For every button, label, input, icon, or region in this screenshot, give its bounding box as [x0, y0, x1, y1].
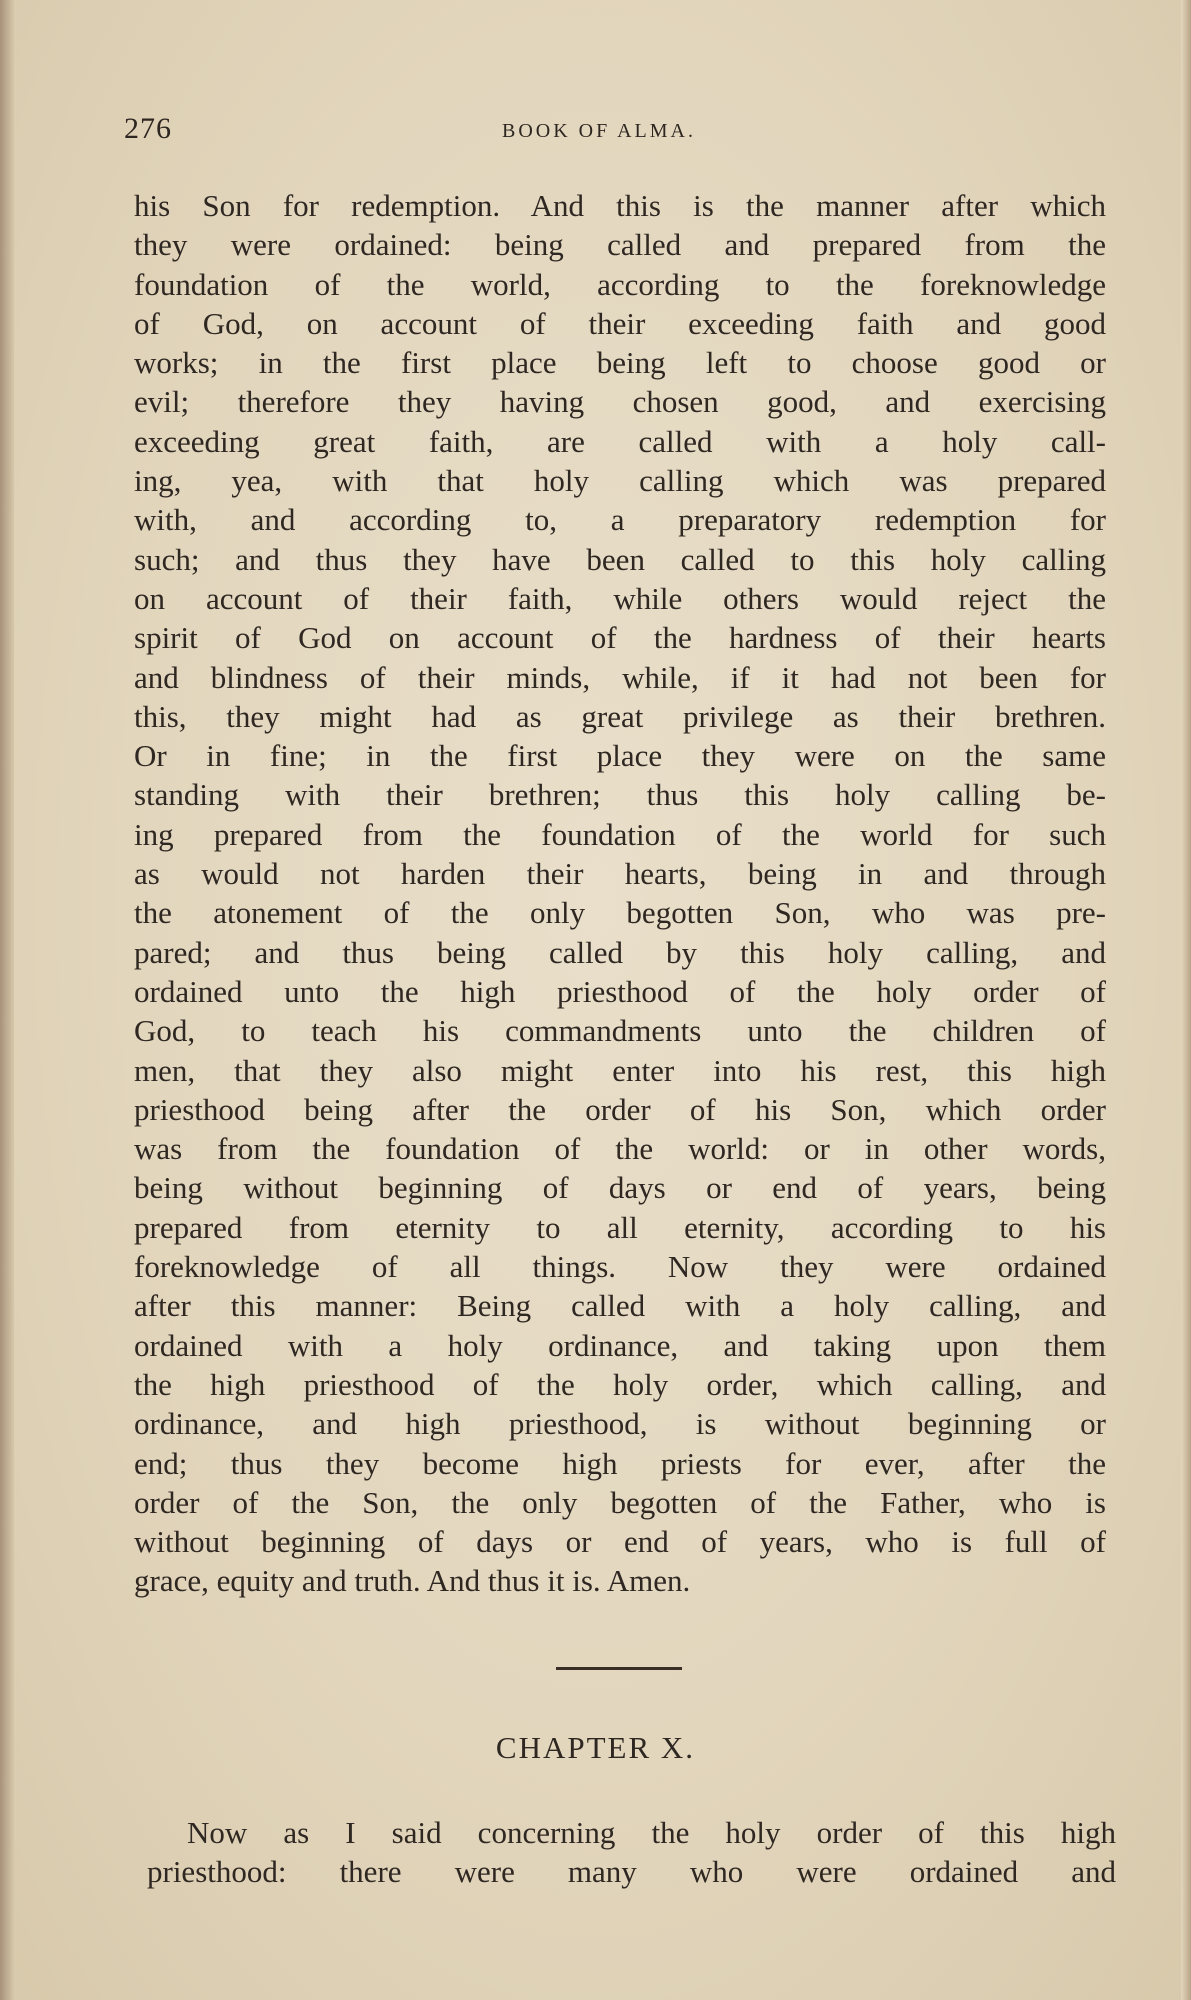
text-line: without beginning of days or end of years, who is full of [134, 1524, 1106, 1560]
text-line: God, to teach his commandments unto the children of [134, 1013, 1106, 1049]
text-line: this, they might had as great privilege as their brethren. [134, 698, 1106, 734]
text-line: ordained with a holy ordinance, and taking upon them [134, 1327, 1106, 1363]
text-line: end; thus they become high priests for ever, after the [134, 1445, 1106, 1481]
text-line: standing with their brethren; thus this holy calling be- [134, 777, 1106, 813]
text-line: priesthood: there were many who were ordained and [147, 1854, 1116, 1890]
text-line: ordinance, and high priesthood, is without beginning or [134, 1406, 1106, 1442]
chapter-heading: CHAPTER X. [495, 1730, 696, 1765]
text-line: order of the Son, the only begotten of the Father, who is [134, 1484, 1106, 1520]
text-line: foundation of the world, according to the foreknowledge [134, 266, 1106, 302]
page-number: 276 [124, 112, 172, 145]
text-line: ing, yea, with that holy calling which was prepared [134, 463, 1106, 499]
body-text [134, 186, 1106, 1601]
text-line: foreknowledge of all things. Now they were ordained [134, 1249, 1106, 1285]
text-line: exceeding great faith, are called with a holy call- [134, 423, 1106, 459]
text-line: men, that they also might enter into his rest, this high [134, 1052, 1106, 1088]
text-line: grace, equity and truth. And thus it is. Amen. [134, 1563, 691, 1599]
text-line: the high priesthood of the holy order, which calling, and [134, 1366, 1106, 1402]
text-line: Now as I said concerning the holy order of this high [187, 1815, 1116, 1850]
text-line: was from the foundation of the world: or in other words, [134, 1131, 1106, 1167]
text-line: the atonement of the only begotten Son, who was pre- [134, 895, 1106, 931]
text-line: Or in fine; in the first place they were on the same [134, 738, 1106, 774]
text-line: ordained unto the high priesthood of the holy order of [134, 973, 1106, 1009]
text-line: on account of their faith, while others would reject the [134, 580, 1106, 616]
running-head: BOOK OF ALMA. [501, 120, 697, 142]
text-line: of God, on account of their exceeding faith and good [134, 305, 1106, 341]
section-divider [556, 1667, 682, 1670]
text-line: being without beginning of days or end of years, being [134, 1170, 1106, 1206]
text-line: with, and according to, a preparatory redemption for [134, 502, 1106, 538]
text-line: pared; and thus being called by this holy calling, and [134, 934, 1106, 970]
text-line: priesthood being after the order of his Son, which order [134, 1091, 1106, 1127]
text-line: prepared from eternity to all eternity, according to his [134, 1209, 1106, 1245]
page-header [124, 112, 1074, 156]
text-line: his Son for redemption. And this is the manner after which [134, 188, 1106, 223]
chapter-text [147, 1813, 1116, 1892]
text-line: such; and thus they have been called to this holy calling [134, 541, 1106, 577]
text-line: as would not harden their hearts, being in and through [134, 856, 1106, 892]
page-edge-right [1181, 0, 1191, 2000]
page-edge-left [0, 0, 14, 2000]
text-line: they were ordained: being called and prepared from the [134, 227, 1106, 263]
text-line: evil; therefore they having chosen good, and exercising [134, 384, 1106, 420]
text-line: and blindness of their minds, while, if it had not been for [134, 659, 1106, 695]
text-line: after this manner: Being called with a holy calling, and [134, 1288, 1106, 1324]
text-line: spirit of God on account of the hardness of their hearts [134, 620, 1106, 656]
text-line: works; in the first place being left to choose good or [134, 345, 1106, 381]
text-line: ing prepared from the foundation of the world for such [134, 816, 1106, 852]
